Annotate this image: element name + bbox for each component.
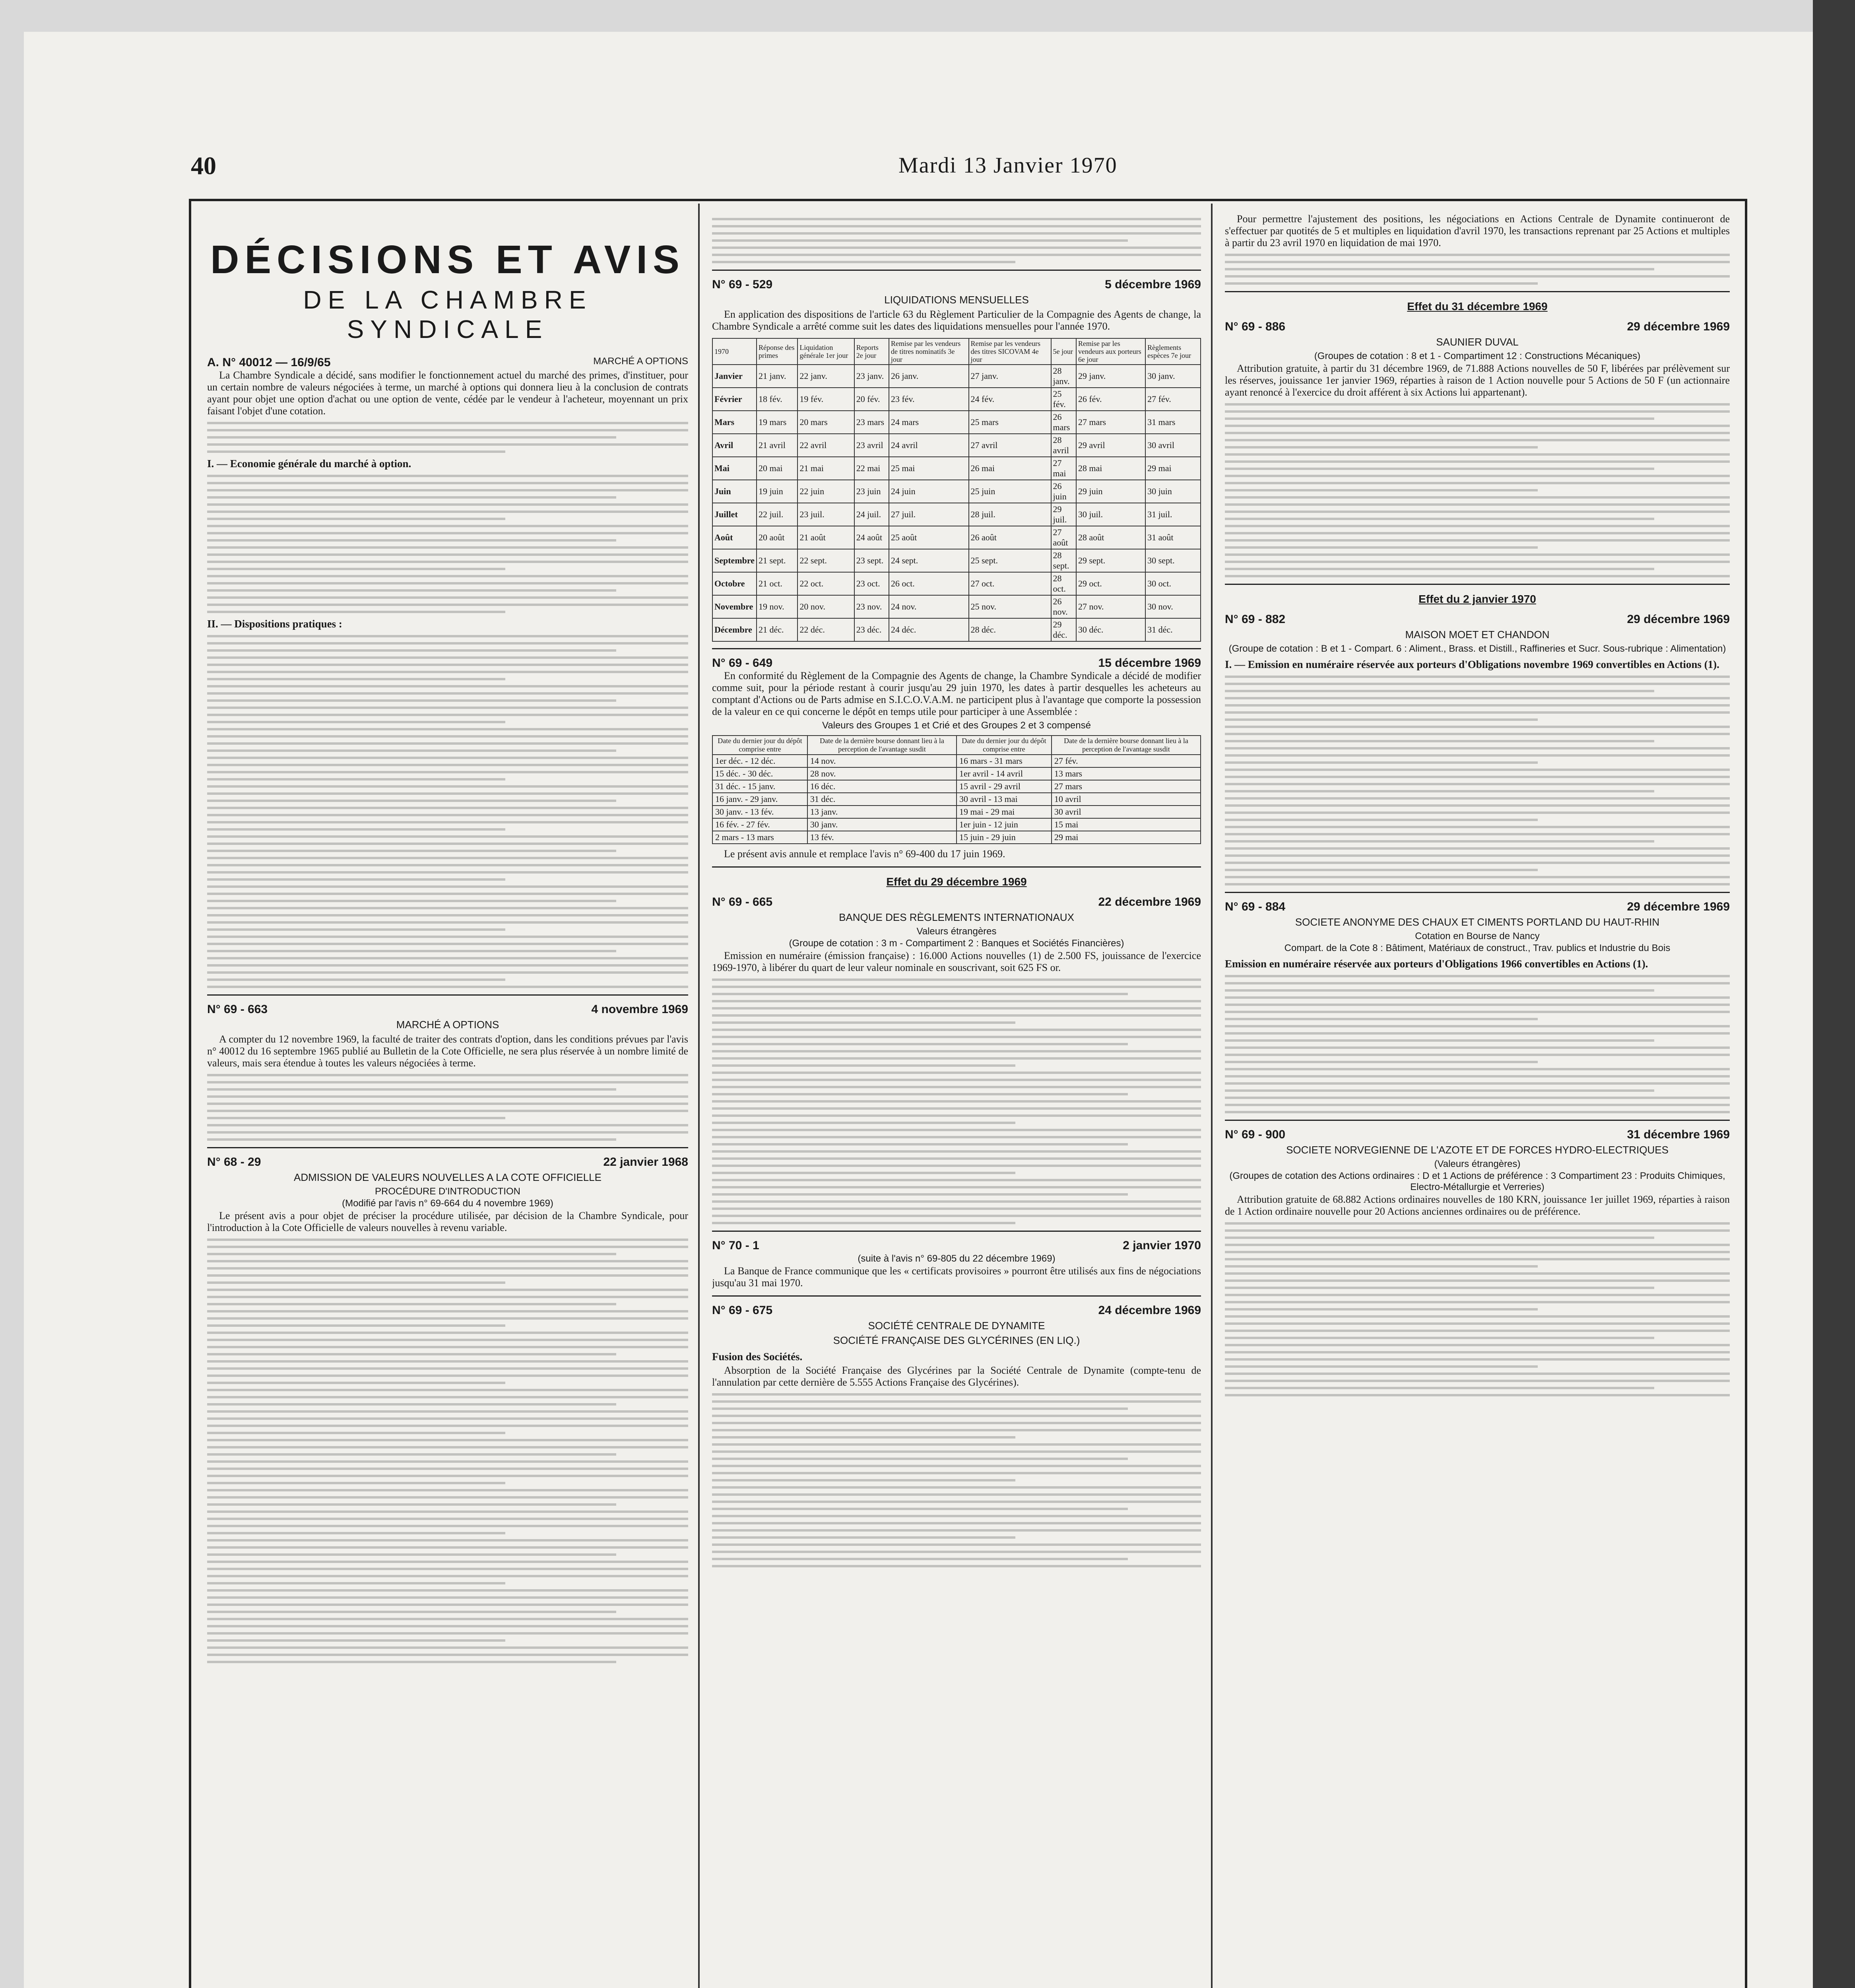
article-ref: A. N° 40012 — 16/9/65 <box>207 356 331 369</box>
table-cell: 27 avril <box>969 434 1051 457</box>
table-cell: 24 nov. <box>889 595 969 618</box>
table-row <box>712 780 1201 793</box>
table-cell: 30 avril <box>1145 434 1201 457</box>
article-subtitle: (Groupes de cotation : 8 et 1 - Compartiment 12 : Constructions Mécaniques) <box>1314 351 1641 361</box>
table-cell: 19 mai - 29 mai <box>957 806 1052 818</box>
article-header <box>712 895 1201 909</box>
table-row <box>712 572 1201 595</box>
article-paragraph: La Chambre Syndicale a décidé, sans modifier le fonctionnement actuel du marché des primes, d'instituer, pour un certain nombre de valeurs négociées à terme, un marché à options qui donnera lieu à la conclusion de contrats ayant pour objet une option d'achat ou une option de vente, cédée par le vendeur à l'acheteur, moyennant un prix faisant l'objet d'une cotation. <box>207 369 688 417</box>
text-block <box>712 218 1201 263</box>
newspaper-page <box>24 32 1813 1988</box>
table-cell: 21 avril <box>757 434 797 457</box>
page-date: Mardi 13 Janvier 1970 <box>898 153 1118 178</box>
table-cell: Décembre <box>712 618 757 641</box>
article-subtitle: (Modifié par l'avis n° 69-664 du 4 novembre 1969) <box>342 1198 553 1209</box>
column-1 <box>207 213 688 1988</box>
table-header-cell: 1970 <box>712 338 757 365</box>
table-cell: 1er avril - 14 avril <box>957 767 1052 780</box>
table-cell: 31 mars <box>1145 411 1201 434</box>
article-ref: N° 69 - 882 <box>1225 613 1286 626</box>
table-cell: 30 avril <box>1052 806 1201 818</box>
table-cell: 27 janv. <box>969 365 1051 388</box>
table-cell: 30 avril - 13 mai <box>957 793 1052 806</box>
table-cell: 20 fév. <box>854 388 889 411</box>
table-cell: 20 mai <box>757 457 797 480</box>
column-divider <box>1211 204 1213 1988</box>
article-title: SOCIÉTÉ CENTRALE DE DYNAMITE <box>868 1320 1045 1332</box>
article-header <box>712 656 1201 670</box>
table-cell: 13 mars <box>1052 767 1201 780</box>
table-cell: 19 nov. <box>757 595 797 618</box>
table-cell: 16 janv. - 29 janv. <box>712 793 807 806</box>
page-header <box>191 151 1813 187</box>
table-cell: Juin <box>712 480 757 503</box>
article-paragraph: La Banque de France communique que les « certificats provisoires » pourront être utilisés aux fins de négociations jusqu'au 31 mai 1970. <box>712 1265 1201 1289</box>
table-cell: 31 déc. - 15 janv. <box>712 780 807 793</box>
table-row <box>712 480 1201 503</box>
article-date: 29 décembre 1969 <box>1627 320 1730 333</box>
effective-date-heading: Effet du 31 décembre 1969 <box>1407 300 1548 313</box>
article-date: 4 novembre 1969 <box>591 1003 688 1016</box>
table-cell: 15 juin - 29 juin <box>957 831 1052 844</box>
table-cell: 28 déc. <box>969 618 1051 641</box>
table-cell: 23 avril <box>854 434 889 457</box>
article-title: MARCHÉ A OPTIONS <box>396 1019 499 1031</box>
table-cell: 25 mars <box>969 411 1051 434</box>
table-row <box>712 767 1201 780</box>
effective-date-heading: Effet du 29 décembre 1969 <box>886 876 1027 888</box>
table-cell: 24 août <box>854 526 889 549</box>
article-date: 15 décembre 1969 <box>1098 656 1201 670</box>
table-cell: 16 fév. - 27 fév. <box>712 818 807 831</box>
article-header <box>712 278 1201 291</box>
masthead-title: DÉCISIONS ET AVIS <box>210 237 685 282</box>
table-cell: 31 déc. <box>1145 618 1201 641</box>
table-cell: 16 mars - 31 mars <box>957 755 1052 767</box>
article-header <box>1225 613 1730 626</box>
article-title: MAISON MOET ET CHANDON <box>1405 629 1550 641</box>
table-cell: 26 nov. <box>1051 595 1076 618</box>
table-cell: 22 juin <box>797 480 854 503</box>
table-cell: 21 sept. <box>757 549 797 572</box>
article-subtitle: (Groupes de cotation des Actions ordinaires : D et 1 Actions de préférence : 3 Compartiment 23 : Produits Chimiques, Electro-Métallurgie et Verreries) <box>1229 1171 1725 1192</box>
article-ref: N° 69 - 649 <box>712 656 773 670</box>
table-cell: 20 mars <box>797 411 854 434</box>
article-paragraph: Le présent avis a pour objet de préciser la procédure utilisée, par décision de la Chambre Syndicale, pour l'introduction à la Cote Officielle de valeurs nouvelles à revenu variable. <box>207 1210 688 1233</box>
table-cell: 22 avril <box>797 434 854 457</box>
table-cell: 29 avril <box>1076 434 1145 457</box>
text-block <box>207 475 688 613</box>
table-cell: 1er juin - 12 juin <box>957 818 1052 831</box>
effective-date-heading: Effet du 2 janvier 1970 <box>1418 593 1536 605</box>
table-cell: 23 oct. <box>854 572 889 595</box>
table-row <box>712 793 1201 806</box>
table-row <box>712 434 1201 457</box>
article-title: SOCIÉTÉ FRANÇAISE DES GLYCÉRINES (EN LIQ.) <box>833 1334 1080 1346</box>
table-cell: 24 juil. <box>854 503 889 526</box>
table-cell: 2 mars - 13 mars <box>712 831 807 844</box>
article-header <box>712 1239 1201 1252</box>
article-date: 2 janvier 1970 <box>1123 1239 1201 1252</box>
column-3 <box>1225 213 1730 1988</box>
table-cell: 14 nov. <box>807 755 957 767</box>
table-cell: 30 sept. <box>1145 549 1201 572</box>
liquidation-calendar-table <box>712 338 1201 642</box>
table-cell: 19 fév. <box>797 388 854 411</box>
table-cell: 23 sept. <box>854 549 889 572</box>
table-header-cell: Date du dernier jour du dépôt comprise entre <box>957 736 1052 755</box>
table-cell: 25 sept. <box>969 549 1051 572</box>
table-cell: 22 janv. <box>797 365 854 388</box>
table-cell: 28 nov. <box>807 767 957 780</box>
article-title: ADMISSION DE VALEURS NOUVELLES A LA COTE OFFICIELLE <box>294 1171 602 1183</box>
text-block <box>207 422 688 453</box>
article-subtitle: (Groupe de cotation : B et 1 - Compart. 6 : Aliment., Brass. et Distill., Raffineries et Sucr. Sous-rubrique : Alimentation) <box>1228 643 1726 654</box>
table-cell: 28 avril <box>1051 434 1076 457</box>
table-header-cell: Remise par les vendeurs aux porteurs 6e jour <box>1076 338 1145 365</box>
table-cell: 24 fév. <box>969 388 1051 411</box>
table-cell: 23 juil. <box>797 503 854 526</box>
table-header-cell: Remise par les vendeurs des titres SICOVAM 4e jour <box>969 338 1051 365</box>
section-heading: Fusion des Sociétés. <box>712 1351 803 1363</box>
table-row <box>712 457 1201 480</box>
text-block <box>1225 676 1730 885</box>
table-cell: 28 juil. <box>969 503 1051 526</box>
article-header <box>207 1155 688 1169</box>
table-cell: 28 janv. <box>1051 365 1076 388</box>
table-cell: 26 août <box>969 526 1051 549</box>
table-cell: 27 mars <box>1052 780 1201 793</box>
table-header-cell: Remise par les vendeurs de titres nominatifs 3e jour <box>889 338 969 365</box>
table-header-cell: 5e jour <box>1051 338 1076 365</box>
table-cell: 21 déc. <box>757 618 797 641</box>
text-block <box>1225 403 1730 577</box>
table-cell: 10 avril <box>1052 793 1201 806</box>
table-cell: 26 oct. <box>889 572 969 595</box>
text-block <box>1225 975 1730 1113</box>
page-shadow <box>1813 0 1855 1988</box>
article-subtitle: Cotation en Bourse de Nancy <box>1415 931 1540 942</box>
article-header <box>1225 320 1730 334</box>
article-ref: N° 69 - 886 <box>1225 320 1286 333</box>
table-cell: 23 déc. <box>854 618 889 641</box>
table-header-cell: Date de la dernière bourse donnant lieu à la perception de l'avantage susdit <box>807 736 957 755</box>
table-cell: 26 juin <box>1051 480 1076 503</box>
table-cell: 24 avril <box>889 434 969 457</box>
table-cell: 23 mars <box>854 411 889 434</box>
table-cell: 21 mai <box>797 457 854 480</box>
table-cell: 15 mai <box>1052 818 1201 831</box>
article-title: LIQUIDATIONS MENSUELLES <box>884 294 1029 306</box>
table-caption: Valeurs des Groupes 1 et Crié et des Groupes 2 et 3 compensé <box>822 720 1091 731</box>
table-cell: Avril <box>712 434 757 457</box>
table-cell: Janvier <box>712 365 757 388</box>
article-title: SOCIETE ANONYME DES CHAUX ET CIMENTS PORTLAND DU HAUT-RHIN <box>1295 916 1660 928</box>
table-cell: 21 août <box>797 526 854 549</box>
table-row <box>712 411 1201 434</box>
table-cell: 28 août <box>1076 526 1145 549</box>
table-cell: 22 mai <box>854 457 889 480</box>
article-header <box>1225 1128 1730 1142</box>
table-cell: 25 fév. <box>1051 388 1076 411</box>
table-cell: 26 mars <box>1051 411 1076 434</box>
article-header <box>207 356 688 369</box>
table-cell: 30 juil. <box>1076 503 1145 526</box>
article-title: MARCHÉ A OPTIONS <box>593 356 688 367</box>
article-header <box>1225 900 1730 914</box>
article-title: SAUNIER DUVAL <box>1436 336 1519 348</box>
table-cell: 27 fév. <box>1052 755 1201 767</box>
table-cell: 26 fév. <box>1076 388 1145 411</box>
table-cell: Juillet <box>712 503 757 526</box>
table-row <box>712 595 1201 618</box>
article-paragraph: Le présent avis annule et remplace l'avis n° 69-400 du 17 juin 1969. <box>724 848 1005 860</box>
article-ref: N° 69 - 529 <box>712 278 773 291</box>
table-cell: 29 janv. <box>1076 365 1145 388</box>
table-cell: 24 mars <box>889 411 969 434</box>
masthead-subtitle: DE LA CHAMBRE SYNDICALE <box>303 285 592 344</box>
article-paragraph: A compter du 12 novembre 1969, la faculté de traiter des contrats d'option, dans les conditions prévues par l'avis n° 40012 du 16 septembre 1965 publié au Bulletin de la Cote Officielle, ne sera plus réservée à un nombre limité de valeurs, mais sera étendue à toutes les valeurs négociées à terme. <box>207 1033 688 1069</box>
table-row <box>712 526 1201 549</box>
table-cell: 27 mars <box>1076 411 1145 434</box>
table-cell: 25 août <box>889 526 969 549</box>
article-subtitle: Valeurs étrangères <box>916 926 997 937</box>
table-cell: 23 janv. <box>854 365 889 388</box>
table-cell: 29 déc. <box>1051 618 1076 641</box>
article-subtitle: (Groupe de cotation : 3 m - Compartiment 2 : Banques et Sociétés Financières) <box>789 938 1124 949</box>
table-cell: 30 oct. <box>1145 572 1201 595</box>
article-date: 5 décembre 1969 <box>1105 278 1201 291</box>
article-title: SOCIETE NORVEGIENNE DE L'AZOTE ET DE FORCES HYDRO-ELECTRIQUES <box>1286 1144 1669 1156</box>
table-row <box>712 806 1201 818</box>
table-cell: 29 juin <box>1076 480 1145 503</box>
article-ref: N° 70 - 1 <box>712 1239 759 1252</box>
table-cell: 22 déc. <box>797 618 854 641</box>
section-heading: I. — Economie générale du marché à option. <box>207 458 411 470</box>
table-cell: 27 mai <box>1051 457 1076 480</box>
table-row <box>712 503 1201 526</box>
table-row <box>712 388 1201 411</box>
table-row <box>712 549 1201 572</box>
table-cell: Août <box>712 526 757 549</box>
table-cell: 31 août <box>1145 526 1201 549</box>
table-cell: 30 janv. <box>1145 365 1201 388</box>
table-cell: 23 juin <box>854 480 889 503</box>
article-subtitle: (suite à l'avis n° 69-805 du 22 décembre 1969) <box>858 1253 1056 1264</box>
text-block <box>712 978 1201 1224</box>
table-cell: 20 nov. <box>797 595 854 618</box>
text-block <box>712 1393 1201 1567</box>
table-row <box>712 618 1201 641</box>
table-cell: Février <box>712 388 757 411</box>
table-header-cell: Date du dernier jour du dépôt comprise entre <box>712 736 807 755</box>
article-header <box>207 1003 688 1016</box>
table-cell: 23 fév. <box>889 388 969 411</box>
table-cell: 13 fév. <box>807 831 957 844</box>
article-header <box>712 1304 1201 1317</box>
table-cell: 22 juil. <box>757 503 797 526</box>
table-cell: 21 oct. <box>757 572 797 595</box>
table-header-cell: Réponse des primes <box>757 338 797 365</box>
column-divider <box>698 204 700 1988</box>
table-row <box>712 831 1201 844</box>
table-cell: 26 mai <box>969 457 1051 480</box>
table-cell: 25 nov. <box>969 595 1051 618</box>
table-cell: Novembre <box>712 595 757 618</box>
table-row <box>712 818 1201 831</box>
table-cell: 28 oct. <box>1051 572 1076 595</box>
table-cell: 30 nov. <box>1145 595 1201 618</box>
table-cell: 27 juil. <box>889 503 969 526</box>
table-cell: 20 août <box>757 526 797 549</box>
table-cell: 30 janv. - 13 fév. <box>712 806 807 818</box>
table-cell: 24 sept. <box>889 549 969 572</box>
table-cell: 24 déc. <box>889 618 969 641</box>
table-cell: 29 mai <box>1052 831 1201 844</box>
table-header-cell: Liquidation générale 1er jour <box>797 338 854 365</box>
table-header-cell: Règlements espèces 7e jour <box>1145 338 1201 365</box>
article-ref: N° 69 - 665 <box>712 895 773 909</box>
article-paragraph: Emission en numéraire (émission française) : 16.000 Actions nouvelles (1) de 2.500 FS, jouissance de l'exercice 1969-1970, à libérer du quart de leur valeur nominale en souscrivant, soit 625 FS or. <box>712 950 1201 973</box>
article-date: 31 décembre 1969 <box>1627 1128 1730 1141</box>
table-cell: 28 mai <box>1076 457 1145 480</box>
text-block <box>1225 254 1730 285</box>
article-subtitle: Compart. de la Cote 8 : Bâtiment, Matériaux de construct., Trav. publics et Industrie du Bois <box>1284 943 1671 953</box>
text-block <box>207 1239 688 1663</box>
article-date: 22 décembre 1969 <box>1098 895 1201 909</box>
text-block <box>1225 1222 1730 1396</box>
table-cell: 31 déc. <box>807 793 957 806</box>
article-date: 29 décembre 1969 <box>1627 613 1730 626</box>
table-cell: 25 juin <box>969 480 1051 503</box>
table-cell: 15 avril - 29 avril <box>957 780 1052 793</box>
article-subtitle: (Valeurs étrangères) <box>1434 1159 1521 1169</box>
article-paragraph: Absorption de la Société Française des Glycérines par la Société Centrale de Dynamite (compte-tenu de l'annulation par cette dernière de 5.555 Actions Française des Glycérines). <box>712 1365 1201 1388</box>
text-block <box>207 635 688 988</box>
table-cell: 30 déc. <box>1076 618 1145 641</box>
table-cell: Mai <box>712 457 757 480</box>
table-cell: 19 juin <box>757 480 797 503</box>
article-ref: N° 68 - 29 <box>207 1155 261 1169</box>
table-row <box>712 365 1201 388</box>
table-cell: 31 juil. <box>1145 503 1201 526</box>
table-header-cell: Reports 2e jour <box>854 338 889 365</box>
article-date: 24 décembre 1969 <box>1098 1304 1201 1317</box>
table-cell: 23 nov. <box>854 595 889 618</box>
table-cell: 30 janv. <box>807 818 957 831</box>
article-subtitle: PROCÉDURE D'INTRODUCTION <box>375 1186 520 1197</box>
table-cell: Mars <box>712 411 757 434</box>
article-paragraph: Attribution gratuite de 68.882 Actions ordinaires nouvelles de 180 KRN, jouissance 1er juillet 1969, réparties à raison de 1 Action ordinaire nouvelle pour 20 Actions anciennes ordinaires ou de préférence. <box>1225 1194 1730 1217</box>
table-cell: 22 sept. <box>797 549 854 572</box>
table-header-cell: Date de la dernière bourse donnant lieu à la perception de l'avantage susdit <box>1052 736 1201 755</box>
article-ref: N° 69 - 663 <box>207 1003 268 1016</box>
table-cell: 27 nov. <box>1076 595 1145 618</box>
article-ref: N° 69 - 884 <box>1225 900 1286 913</box>
table-cell: 18 fév. <box>757 388 797 411</box>
table-cell: 30 juin <box>1145 480 1201 503</box>
table-cell: 29 oct. <box>1076 572 1145 595</box>
table-cell: 22 oct. <box>797 572 854 595</box>
table-cell: 13 janv. <box>807 806 957 818</box>
table-cell: 1er déc. - 12 déc. <box>712 755 807 767</box>
table-cell: 19 mars <box>757 411 797 434</box>
article-paragraph: En conformité du Règlement de la Compagnie des Agents de change, la Chambre Syndicale a décidé de modifier comme suit, pour la période restant à courir jusqu'au 29 juin 1970, les dates à partir desquelles les acheteurs au comptant d'Actions ou de Parts admise en S.I.C.O.V.A.M. ne participent plus à l'avantage que comporte la possession de la valeur en ce qui concerne le dépôt en temps utile pour participer à une Assemblée : <box>712 670 1201 717</box>
table-cell: 21 janv. <box>757 365 797 388</box>
table-cell: 29 juil. <box>1051 503 1076 526</box>
section-heading: II. — Dispositions pratiques : <box>207 618 342 630</box>
table-cell: 15 déc. - 30 déc. <box>712 767 807 780</box>
table-cell: 29 sept. <box>1076 549 1145 572</box>
text-block <box>207 1074 688 1141</box>
article-paragraph: En application des dispositions de l'article 63 du Règlement Particulier de la Compagnie des Agents de change, la Chambre Syndicale a arrêté comme suit les dates des liquidations mensuelles pour l'année 1970. <box>712 309 1201 332</box>
table-cell: 27 août <box>1051 526 1076 549</box>
article-paragraph: Pour permettre l'ajustement des positions, les négociations en Actions Centrale de Dynamite continueront de s'effectuer par quotités de 5 et multiples en liquidation d'avril 1970, les transactions reprenant par 25 Actions et multiples à partir du 23 avril 1970 en liquidation de mai 1970. <box>1225 213 1730 248</box>
table-cell: 25 mai <box>889 457 969 480</box>
table-cell: 27 fév. <box>1145 388 1201 411</box>
article-date: 22 janvier 1968 <box>603 1155 688 1169</box>
table-cell: Octobre <box>712 572 757 595</box>
article-ref: N° 69 - 675 <box>712 1304 773 1317</box>
article-title: BANQUE DES RÈGLEMENTS INTERNATIONAUX <box>839 911 1074 923</box>
page-number: 40 <box>191 151 216 180</box>
table-row <box>712 755 1201 767</box>
section-heading: Emission en numéraire réservée aux porteurs d'Obligations 1966 convertibles en Actions (1). <box>1225 958 1648 970</box>
article-paragraph: Attribution gratuite, à partir du 31 décembre 1969, de 71.888 Actions nouvelles de 50 F, libérées par prélèvement sur les réserves, jouissance 1er janvier 1969, réparties à raison de 1 Action nouvelle pour 5 Actions de 50 F (un actionnaire ayant renoncé à l'exercice du droit afférent à six Actions lui appartenant). <box>1225 363 1730 398</box>
deposit-dates-table <box>712 735 1201 844</box>
table-cell: 29 mai <box>1145 457 1201 480</box>
article-date: 29 décembre 1969 <box>1627 900 1730 913</box>
table-cell: 16 déc. <box>807 780 957 793</box>
column-2 <box>712 213 1201 1988</box>
table-cell: Septembre <box>712 549 757 572</box>
article-ref: N° 69 - 900 <box>1225 1128 1286 1141</box>
content-frame <box>189 199 1747 1988</box>
table-cell: 24 juin <box>889 480 969 503</box>
table-cell: 27 oct. <box>969 572 1051 595</box>
table-cell: 26 janv. <box>889 365 969 388</box>
table-cell: 28 sept. <box>1051 549 1076 572</box>
section-heading: I. — Emission en numéraire réservée aux porteurs d'Obligations novembre 1969 convertibles en Actions (1). <box>1225 658 1719 670</box>
